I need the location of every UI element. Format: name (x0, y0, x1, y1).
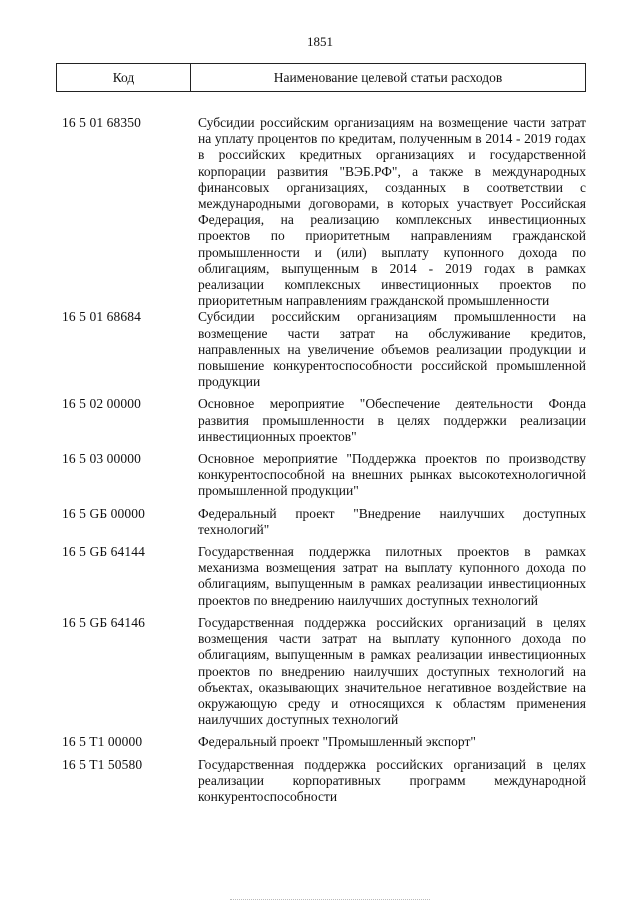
row-code: 16 5 GБ 00000 (62, 505, 145, 521)
row-code: 16 5 01 68684 (62, 309, 141, 325)
table-row (62, 544, 586, 609)
table-row (62, 309, 586, 390)
row-name: Субсидии российским организациям на возмещение части затрат на уплату процентов по кредитам, полученным в 2014 - 2019 годах в российских кредитных организациях и государственной корпорации развития "ВЭБ.РФ", а также в международных финансовых организациях, созданных в соответствии с международными договорами, в которых участвует Российская Федерация, на реализацию комплексных инвестиционных проектов по приоритетным направлениям гражданской промышленности и (или) выплату купонного дохода по облигациям, выпущенным в 2014 - 2019 годах в рамках реализации комплексных инвестиционных проектов по приоритетным направлениям гражданской промышленности (198, 115, 586, 309)
row-name: Федеральный проект "Промышленный экспорт" (198, 734, 476, 750)
table-row (62, 734, 586, 750)
row-code: 16 5 T1 00000 (62, 734, 143, 750)
row-code: 16 5 GБ 64144 (62, 544, 145, 560)
row-code: 16 5 GБ 64146 (62, 614, 145, 630)
table-row (62, 615, 586, 728)
row-code: 16 5 T1 50580 (62, 756, 143, 772)
row-code: 16 5 01 68350 (62, 115, 141, 130)
table-row (62, 506, 586, 538)
header-name-column: Наименование целевой статьи расходов (273, 69, 503, 85)
row-name: Государственная поддержка пилотных проектов в рамках механизма возмещения затрат на выплату купонного дохода по облигациям, выпущенным в рамках реализации инвестиционных проектов по внедрению наилучших доступных технологий (198, 544, 586, 608)
table-row (62, 757, 586, 806)
scan-edge-mark (230, 899, 430, 901)
table-row (62, 396, 586, 445)
table-header (56, 63, 586, 92)
table-row (62, 451, 586, 500)
row-name: Субсидии российским организациям промышленности на возмещение части затрат на обслуживание кредитов, направленных на увеличение объемов реализации продукции и повышение конкурентоспособности российской промышленной продукции (198, 309, 586, 390)
row-name: Федеральный проект "Внедрение наилучших доступных технологий" (198, 505, 586, 537)
page-number: 1851 (307, 34, 333, 49)
header-code-column: Код (57, 64, 191, 91)
row-code: 16 5 03 00000 (62, 451, 141, 467)
row-name: Основное мероприятие "Поддержка проектов по производству конкурентоспособной на внешних рынках высокотехнологичной промышленной продукции" (198, 451, 586, 499)
table-row (62, 115, 586, 309)
row-name: Государственная поддержка российских организаций в целях возмещения части затрат на выплату купонного дохода по облигациям, выпущенным в рамках реализации инвестиционных проектов по внедрению наилучших доступных технологий на объектах, оказывающих значительное негативное воздействие на окружающую среду и относящихся к областям применения наилучших доступных технологий (198, 614, 586, 728)
row-code: 16 5 02 00000 (62, 396, 141, 412)
budget-rows (62, 115, 586, 805)
row-name: Государственная поддержка российских организаций в целях реализации корпоративных программ международной конкурентоспособности (198, 756, 586, 804)
row-name: Основное мероприятие "Обеспечение деятельности Фонда развития промышленности в целях поддержки реализации инвестиционных проектов" (198, 396, 586, 444)
